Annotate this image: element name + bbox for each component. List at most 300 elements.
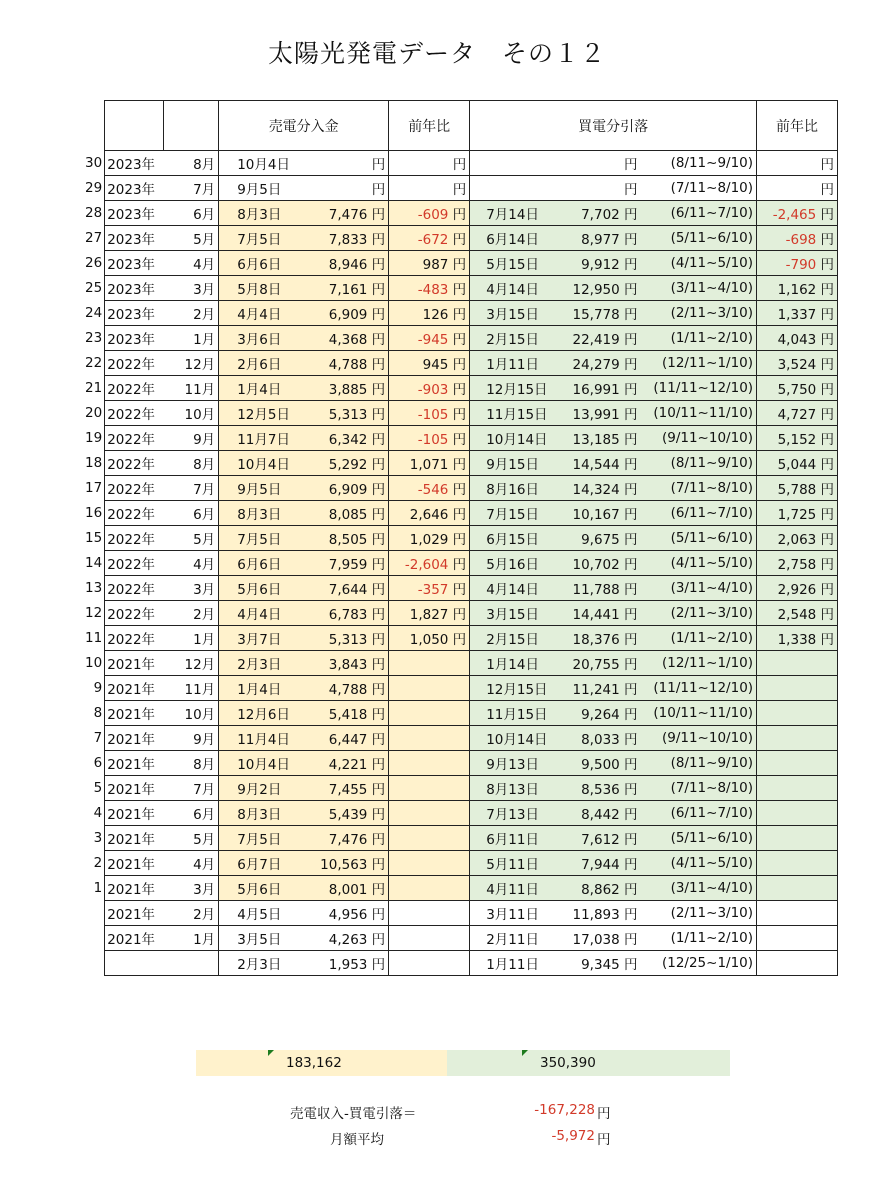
sell-date-cell[interactable]: 4月5日 [219,901,302,926]
sell-ratio-cell[interactable]: 945 円 [389,351,470,376]
buy-ratio-cell[interactable]: 円 [757,151,838,176]
year-cell[interactable]: 2021年 [105,726,164,751]
buy-amount-cell[interactable]: 8,033 円 [551,726,641,751]
buy-date-cell[interactable]: 1月11日 [470,951,551,976]
sell-ratio-cell[interactable] [389,801,470,826]
billing-period-cell[interactable]: (10/11~11/10) [641,401,757,426]
buy-date-cell[interactable]: 4月14日 [470,576,551,601]
buy-ratio-cell[interactable]: -790 円 [757,251,838,276]
buy-date-cell[interactable]: 3月11日 [470,901,551,926]
buy-ratio-cell[interactable]: 5,044 円 [757,451,838,476]
year-cell[interactable]: 2023年 [105,276,164,301]
billing-period-cell[interactable]: (12/11~1/10) [641,351,757,376]
buy-amount-cell[interactable]: 7,702 円 [551,201,641,226]
buy-date-cell[interactable]: 1月11日 [470,351,551,376]
year-cell[interactable]: 2022年 [105,576,164,601]
sell-amount-cell[interactable]: 5,439 円 [302,801,389,826]
month-cell[interactable]: 11月 [164,376,219,401]
buy-date-cell[interactable]: 5月15日 [470,251,551,276]
buy-ratio-cell[interactable]: 1,725 円 [757,501,838,526]
buy-ratio-cell[interactable] [757,951,838,976]
buy-date-cell[interactable]: 10月14日 [470,726,551,751]
billing-period-cell[interactable]: (12/11~1/10) [641,651,757,676]
sell-ratio-cell[interactable]: 1,050 円 [389,626,470,651]
sell-ratio-cell[interactable] [389,851,470,876]
buy-ratio-cell[interactable]: 2,548 円 [757,601,838,626]
sell-date-cell[interactable]: 11月7日 [219,426,302,451]
buy-amount-cell[interactable]: 9,264 円 [551,701,641,726]
billing-period-cell[interactable]: (8/11~9/10) [641,451,757,476]
buy-date-cell[interactable]: 4月14日 [470,276,551,301]
sell-ratio-cell[interactable]: -903 円 [389,376,470,401]
buy-ratio-cell[interactable] [757,876,838,901]
year-cell[interactable]: 2021年 [105,901,164,926]
buy-ratio-cell[interactable] [757,726,838,751]
month-cell[interactable]: 9月 [164,726,219,751]
year-cell[interactable]: 2023年 [105,326,164,351]
sell-amount-cell[interactable]: 8,085 円 [302,501,389,526]
sell-date-cell[interactable]: 8月3日 [219,801,302,826]
month-cell[interactable]: 6月 [164,501,219,526]
sell-amount-cell[interactable]: 5,292 円 [302,451,389,476]
buy-amount: 13,185 [572,432,620,448]
sell-ratio-cell[interactable]: 987 円 [389,251,470,276]
sell-date-cell[interactable]: 2月3日 [219,651,302,676]
buy-amount-cell[interactable]: 14,441 円 [551,601,641,626]
sell-amount-cell[interactable]: 7,833 円 [302,226,389,251]
buy-date-cell[interactable]: 6月11日 [470,826,551,851]
sell-ratio-cell[interactable]: -105 円 [389,401,470,426]
sell-date-cell[interactable]: 3月7日 [219,626,302,651]
sell-date-cell[interactable]: 5月6日 [219,876,302,901]
buy-date-cell[interactable]: 10月14日 [470,426,551,451]
sell-ratio-cell[interactable]: 円 [389,151,470,176]
year-cell[interactable]: 2021年 [105,651,164,676]
buy-ratio-cell[interactable] [757,676,838,701]
month-cell[interactable]: 1月 [164,326,219,351]
sell-amount-cell[interactable]: 3,885 円 [302,376,389,401]
sell-date-cell[interactable]: 10月4日 [219,451,302,476]
sell-ratio-cell[interactable] [389,951,470,976]
buy-date-cell[interactable]: 7月14日 [470,201,551,226]
billing-period-cell[interactable]: (9/11~10/10) [641,726,757,751]
billing-period-cell[interactable]: (3/11~4/10) [641,876,757,901]
month-cell[interactable]: 5月 [164,526,219,551]
sell-amount-cell[interactable]: 4,956 円 [302,901,389,926]
buy-amount-cell[interactable]: 9,500 円 [551,751,641,776]
buy-amount-cell[interactable]: 13,991 円 [551,401,641,426]
month-cell[interactable]: 7月 [164,476,219,501]
sell-date-cell[interactable]: 2月3日 [219,951,302,976]
sell-ratio-cell[interactable]: -672 円 [389,226,470,251]
buy-date-cell[interactable]: 5月16日 [470,551,551,576]
sell-date-cell[interactable]: 6月7日 [219,851,302,876]
month-cell[interactable]: 5月 [164,826,219,851]
buy-amount-cell[interactable]: 8,442 円 [551,801,641,826]
buy-amount-cell[interactable]: 円 [551,176,641,201]
sell-date-cell[interactable]: 4月4日 [219,301,302,326]
billing-period-cell[interactable]: (8/11~9/10) [641,751,757,776]
sell-ratio-cell[interactable]: 126 円 [389,301,470,326]
buy-date-cell[interactable]: 11月15日 [470,401,551,426]
sell-date-cell[interactable]: 4月4日 [219,601,302,626]
sell-date-cell[interactable]: 7月5日 [219,526,302,551]
buy-amount-cell[interactable]: 9,912 円 [551,251,641,276]
buy-amount-cell[interactable]: 14,324 円 [551,476,641,501]
sell-amount-cell[interactable]: 5,418 円 [302,701,389,726]
sell-amount-cell[interactable]: 7,161 円 [302,276,389,301]
billing-period-cell[interactable]: (1/11~2/10) [641,926,757,951]
sell-amount-cell[interactable]: 7,476 円 [302,201,389,226]
year-cell[interactable]: 2022年 [105,501,164,526]
buy-ratio-cell[interactable]: 4,727 円 [757,401,838,426]
sell-ratio-cell[interactable] [389,701,470,726]
buy-ratio-cell[interactable] [757,901,838,926]
buy-date-cell[interactable]: 7月13日 [470,801,551,826]
buy-ratio-cell[interactable]: 2,063 円 [757,526,838,551]
buy-date-cell[interactable]: 4月11日 [470,876,551,901]
sell-date-cell[interactable]: 12月5日 [219,401,302,426]
month-cell[interactable]: 6月 [164,801,219,826]
billing-period-cell[interactable]: (11/11~12/10) [641,676,757,701]
year-cell[interactable]: 2021年 [105,926,164,951]
sell-amount-cell[interactable]: 4,221 円 [302,751,389,776]
month-cell[interactable]: 1月 [164,626,219,651]
year-cell[interactable]: 2021年 [105,676,164,701]
month-cell[interactable]: 6月 [164,201,219,226]
sell-ratio-cell[interactable]: -2,604 円 [389,551,470,576]
sell-date-cell[interactable]: 10月4日 [219,751,302,776]
sell-amount-cell[interactable]: 1,953 円 [302,951,389,976]
billing-period-cell[interactable]: (12/25~1/10) [641,951,757,976]
buy-amount-cell[interactable]: 14,544 円 [551,451,641,476]
sell-date-cell[interactable]: 7月5日 [219,826,302,851]
billing-period-cell[interactable]: (1/11~2/10) [641,326,757,351]
month-cell[interactable]: 5月 [164,226,219,251]
sell-ratio-cell[interactable] [389,726,470,751]
buy-amount-cell[interactable]: 20,755 円 [551,651,641,676]
buy-date-cell[interactable]: 5月11日 [470,851,551,876]
sell-date-cell[interactable]: 1月4日 [219,376,302,401]
month-cell[interactable]: 3月 [164,876,219,901]
year-cell[interactable]: 2021年 [105,751,164,776]
sell-date-cell[interactable]: 5月6日 [219,576,302,601]
month-cell[interactable]: 2月 [164,601,219,626]
sell-amount-cell[interactable]: 3,843 円 [302,651,389,676]
month-cell[interactable]: 7月 [164,776,219,801]
sell-date-cell[interactable]: 5月8日 [219,276,302,301]
month-cell[interactable]: 2月 [164,901,219,926]
year-cell[interactable]: 2022年 [105,601,164,626]
buy-amount-cell[interactable]: 9,675 円 [551,526,641,551]
buy-amount-cell[interactable]: 8,536 円 [551,776,641,801]
month-cell[interactable]: 2月 [164,301,219,326]
billing-period-cell[interactable]: (5/11~6/10) [641,226,757,251]
buy-amount-cell[interactable]: 10,167 円 [551,501,641,526]
sell-ratio-cell[interactable]: -546 円 [389,476,470,501]
sell-ratio-cell[interactable] [389,826,470,851]
buy-amount-cell[interactable]: 15,778 円 [551,301,641,326]
year-cell[interactable]: 2023年 [105,176,164,201]
buy-ratio-cell[interactable]: 2,926 円 [757,576,838,601]
buy-ratio-cell[interactable] [757,801,838,826]
buy-amount-cell[interactable]: 9,345 円 [551,951,641,976]
sell-ratio-cell[interactable] [389,876,470,901]
buy-date-cell[interactable]: 6月14日 [470,226,551,251]
month-cell[interactable]: 8月 [164,751,219,776]
buy-ratio-cell[interactable] [757,776,838,801]
month-cell[interactable]: 1月 [164,926,219,951]
sell-amount-cell[interactable]: 円 [302,151,389,176]
sell-ratio-cell[interactable]: 2,646 円 [389,501,470,526]
sell-amount-cell[interactable]: 6,342 円 [302,426,389,451]
billing-period-cell[interactable]: (2/11~3/10) [641,901,757,926]
month-cell[interactable]: 3月 [164,576,219,601]
year-cell[interactable]: 2022年 [105,401,164,426]
year-cell[interactable]: 2022年 [105,476,164,501]
sell-ratio-cell[interactable]: -105 円 [389,426,470,451]
sell-date-cell[interactable]: 2月6日 [219,351,302,376]
sell-amount-cell[interactable]: 8,505 円 [302,526,389,551]
month-cell[interactable]: 8月 [164,151,219,176]
buy-amount-cell[interactable]: 18,376 円 [551,626,641,651]
year-cell[interactable]: 2022年 [105,526,164,551]
buy-amount-cell[interactable]: 10,702 円 [551,551,641,576]
sell-date-cell[interactable]: 8月3日 [219,501,302,526]
sell-date-cell[interactable]: 6月6日 [219,251,302,276]
buy-total-cell[interactable] [447,1050,730,1076]
buy-date-cell[interactable]: 8月13日 [470,776,551,801]
year-cell[interactable]: 2021年 [105,851,164,876]
buy-ratio-cell[interactable]: -2,465 円 [757,201,838,226]
sell-amount-cell[interactable]: 7,476 円 [302,826,389,851]
sell-ratio-cell[interactable]: -357 円 [389,576,470,601]
buy-amount-cell[interactable]: 7,612 円 [551,826,641,851]
billing-period-cell[interactable]: (7/11~8/10) [641,476,757,501]
sell-ratio-cell[interactable] [389,751,470,776]
month-cell[interactable]: 11月 [164,676,219,701]
buy-amount-cell[interactable]: 8,977 円 [551,226,641,251]
year-cell[interactable]: 2023年 [105,201,164,226]
buy-date-cell[interactable]: 3月15日 [470,601,551,626]
sell-date-cell[interactable]: 10月4日 [219,151,302,176]
sell-amount-cell[interactable]: 10,563 円 [302,851,389,876]
month-cell[interactable]: 9月 [164,426,219,451]
sell-amount-cell[interactable]: 6,909 円 [302,301,389,326]
buy-ratio-cell[interactable] [757,701,838,726]
sell-date-cell[interactable]: 9月5日 [219,176,302,201]
buy-ratio-cell[interactable]: 2,758 円 [757,551,838,576]
sell-ratio-cell[interactable]: -945 円 [389,326,470,351]
billing-period-cell[interactable]: (4/11~5/10) [641,851,757,876]
buy-date-cell[interactable]: 2月15日 [470,626,551,651]
month-cell[interactable]: 3月 [164,276,219,301]
buy-date-cell[interactable] [470,176,551,201]
sell-ratio-cell[interactable] [389,676,470,701]
month-cell[interactable]: 4月 [164,851,219,876]
billing-period-cell[interactable]: (4/11~5/10) [641,551,757,576]
buy-ratio-cell[interactable]: 4,043 円 [757,326,838,351]
year-cell[interactable]: 2022年 [105,451,164,476]
billing-period-cell[interactable]: (2/11~3/10) [641,601,757,626]
buy-ratio-cell[interactable]: 1,337 円 [757,301,838,326]
sell-ratio-cell[interactable]: 円 [389,176,470,201]
billing-period-cell[interactable]: (9/11~10/10) [641,426,757,451]
sell-amount-cell[interactable]: 円 [302,176,389,201]
buy-ratio-cell[interactable]: 1,162 円 [757,276,838,301]
sell-amount-cell[interactable]: 7,959 円 [302,551,389,576]
buy-ratio-cell[interactable]: 5,750 円 [757,376,838,401]
billing-period-cell[interactable]: (5/11~6/10) [641,526,757,551]
buy-amount-cell[interactable]: 7,944 円 [551,851,641,876]
buy-ratio-cell[interactable]: 5,152 円 [757,426,838,451]
billing-period-cell[interactable]: (7/11~8/10) [641,776,757,801]
sell-date-cell[interactable]: 11月4日 [219,726,302,751]
sell-ratio-cell[interactable]: 1,827 円 [389,601,470,626]
buy-ratio-cell[interactable] [757,851,838,876]
buy-amount-cell[interactable]: 12,950 円 [551,276,641,301]
buy-amount-cell[interactable]: 13,185 円 [551,426,641,451]
buy-date-cell[interactable]: 2月15日 [470,326,551,351]
year-cell[interactable]: 2023年 [105,301,164,326]
buy-amount-cell[interactable]: 22,419 円 [551,326,641,351]
sell-total-cell[interactable] [196,1050,447,1076]
year-cell[interactable]: 2023年 [105,151,164,176]
billing-period-cell[interactable]: (10/11~11/10) [641,701,757,726]
month-cell[interactable]: 8月 [164,451,219,476]
sell-ratio-cell[interactable] [389,651,470,676]
year-cell[interactable]: 2021年 [105,876,164,901]
sell-date-cell[interactable]: 9月5日 [219,476,302,501]
sell-amount-cell[interactable]: 5,313 円 [302,401,389,426]
sell-date-cell[interactable]: 3月6日 [219,326,302,351]
sell-date-cell[interactable]: 9月2日 [219,776,302,801]
buy-date-cell[interactable]: 2月11日 [470,926,551,951]
sell-amount-cell[interactable]: 4,263 円 [302,926,389,951]
billing-period-cell[interactable]: (11/11~12/10) [641,376,757,401]
buy-ratio-cell[interactable] [757,651,838,676]
year-cell[interactable]: 2021年 [105,701,164,726]
year-cell[interactable]: 2021年 [105,826,164,851]
buy-amount-cell[interactable]: 11,788 円 [551,576,641,601]
billing-period-cell[interactable]: (2/11~3/10) [641,301,757,326]
buy-date-cell[interactable]: 9月15日 [470,451,551,476]
sell-amount-cell[interactable]: 4,788 円 [302,351,389,376]
buy-date-cell[interactable]: 8月16日 [470,476,551,501]
month-cell[interactable] [164,951,219,976]
buy-ratio-cell[interactable] [757,751,838,776]
buy-date-cell[interactable]: 6月15日 [470,526,551,551]
sell-amount-cell[interactable]: 8,001 円 [302,876,389,901]
billing-period-cell[interactable]: (7/11~8/10) [641,176,757,201]
buy-date-cell[interactable]: 9月13日 [470,751,551,776]
sell-amount-cell[interactable]: 6,447 円 [302,726,389,751]
sell-amount-cell[interactable]: 6,783 円 [302,601,389,626]
sell-date-cell[interactable]: 12月6日 [219,701,302,726]
sell-amount-cell[interactable]: 7,455 円 [302,776,389,801]
billing-period-cell[interactable]: (4/11~5/10) [641,251,757,276]
buy-date-cell[interactable] [470,151,551,176]
month-cell[interactable]: 10月 [164,401,219,426]
buy-amount-cell[interactable]: 8,862 円 [551,876,641,901]
sell-date-cell[interactable]: 6月6日 [219,551,302,576]
buy-amount-cell[interactable]: 円 [551,151,641,176]
sell-amount-cell[interactable]: 8,946 円 [302,251,389,276]
year-cell[interactable]: 2022年 [105,626,164,651]
billing-period-cell[interactable]: (3/11~4/10) [641,276,757,301]
sell-ratio-cell[interactable] [389,901,470,926]
buy-amount-cell[interactable]: 17,038 円 [551,926,641,951]
buy-date-cell[interactable]: 12月15日 [470,676,551,701]
year-cell[interactable]: 2021年 [105,776,164,801]
sell-date-cell[interactable]: 8月3日 [219,201,302,226]
sell-amount-cell[interactable]: 5,313 円 [302,626,389,651]
buy-amount-cell[interactable]: 11,893 円 [551,901,641,926]
buy-amount-cell[interactable]: 16,991 円 [551,376,641,401]
buy-ratio-cell[interactable]: 5,788 円 [757,476,838,501]
buy-amount-cell[interactable]: 24,279 円 [551,351,641,376]
sell-date-cell[interactable]: 1月4日 [219,676,302,701]
year-cell[interactable]: 2023年 [105,251,164,276]
buy-date-cell[interactable]: 12月15日 [470,376,551,401]
sell-ratio-cell[interactable]: 1,071 円 [389,451,470,476]
billing-period-cell[interactable]: (8/11~9/10) [641,151,757,176]
sell-amount-cell[interactable]: 7,644 円 [302,576,389,601]
billing-period-cell[interactable]: (6/11~7/10) [641,801,757,826]
sell-ratio-cell[interactable] [389,776,470,801]
sell-amount-cell[interactable]: 6,909 円 [302,476,389,501]
year-cell[interactable] [105,951,164,976]
buy-ratio-cell[interactable] [757,826,838,851]
sell-amount-cell[interactable]: 4,368 円 [302,326,389,351]
sell-amount-cell[interactable]: 4,788 円 [302,676,389,701]
billing-period-cell[interactable]: (6/11~7/10) [641,501,757,526]
sell-ratio-cell[interactable]: 1,029 円 [389,526,470,551]
year-cell[interactable]: 2021年 [105,801,164,826]
sell-ratio-cell[interactable]: -483 円 [389,276,470,301]
billing-period-cell[interactable]: (3/11~4/10) [641,576,757,601]
sell-date-cell[interactable]: 3月5日 [219,926,302,951]
month-cell[interactable]: 10月 [164,701,219,726]
sell-ratio-cell[interactable]: -609 円 [389,201,470,226]
month-cell[interactable]: 12月 [164,351,219,376]
month-cell[interactable]: 4月 [164,551,219,576]
billing-period-cell[interactable]: (1/11~2/10) [641,626,757,651]
month-cell[interactable]: 12月 [164,651,219,676]
month-cell[interactable]: 7月 [164,176,219,201]
sell-date-cell[interactable]: 7月5日 [219,226,302,251]
buy-date-cell[interactable]: 11月15日 [470,701,551,726]
buy-date-cell[interactable]: 7月15日 [470,501,551,526]
buy-ratio-cell[interactable]: 3,524 円 [757,351,838,376]
buy-ratio-cell[interactable]: 円 [757,176,838,201]
month-cell[interactable]: 4月 [164,251,219,276]
billing-period-cell[interactable]: (6/11~7/10) [641,201,757,226]
year-cell[interactable]: 2022年 [105,551,164,576]
year-cell[interactable]: 2022年 [105,376,164,401]
buy-amount-cell[interactable]: 11,241 円 [551,676,641,701]
buy-ratio-cell[interactable]: 1,338 円 [757,626,838,651]
buy-date-cell[interactable]: 1月14日 [470,651,551,676]
buy-ratio-cell[interactable]: -698 円 [757,226,838,251]
buy-ratio-cell[interactable] [757,926,838,951]
year-cell[interactable]: 2023年 [105,226,164,251]
year-cell[interactable]: 2022年 [105,351,164,376]
year-cell[interactable]: 2022年 [105,426,164,451]
buy-date-cell[interactable]: 3月15日 [470,301,551,326]
billing-period-cell[interactable]: (5/11~6/10) [641,826,757,851]
sell-ratio-cell[interactable] [389,926,470,951]
